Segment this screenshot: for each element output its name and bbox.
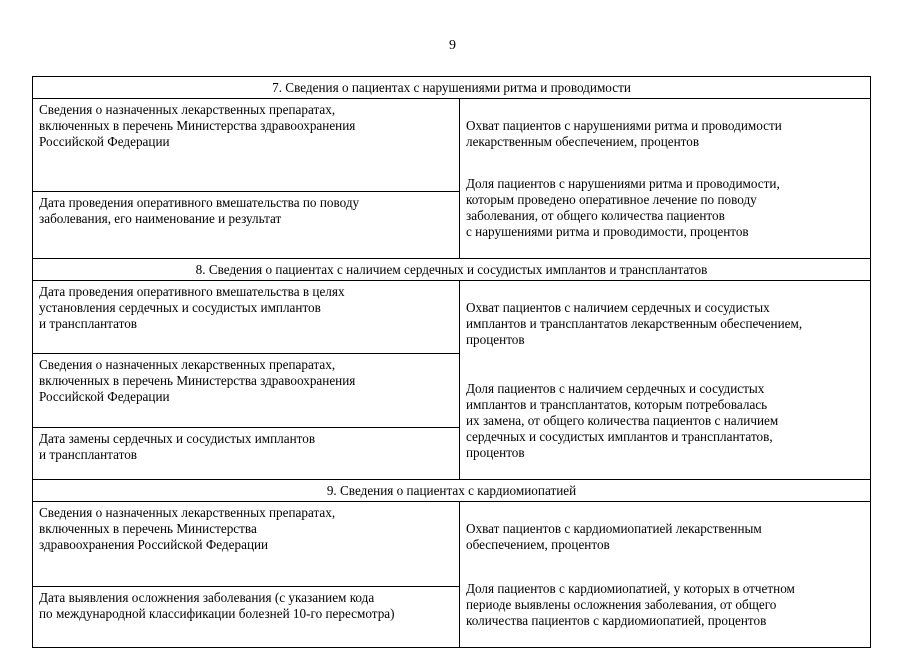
page-number: 9 (449, 38, 456, 53)
data-item-cell: Сведения о назначенных лекарственных препаратах, включенных в перечень Министерства здравоохранения Российской Федерации (33, 354, 460, 427)
indicator-text: Доля пациентов с нарушениями ритма и проводимости, которым проведено оперативное лечение по поводу заболевания, от общего количества пациентов с нарушениями ритма и проводимости, процентов (466, 176, 780, 239)
section-header-row (33, 480, 871, 502)
data-item-cell: Дата выявления осложнения заболевания (с указанием кода по международной классификации болезней 10-го пересмотра) (33, 587, 460, 648)
indicator-text: Охват пациентов с наличием сердечных и сосудистых имплантов и трансплантатов лекарственным обеспечением, процентов (466, 300, 803, 347)
indicator-text: Доля пациентов с наличием сердечных и сосудистых имплантов и трансплантатов, которым потребовалась их замена, от общего количества пациентов с наличием сердечных и сосудистых имплантов и трансплантатов, процентов (466, 381, 779, 460)
indicators-table (32, 76, 871, 648)
data-item-cell: Сведения о назначенных лекарственных препаратах, включенных в перечень Министерства здравоохранения Российской Федерации (33, 99, 460, 192)
indicator-cell (460, 281, 871, 480)
data-item-cell: Дата замены сердечных и сосудистых имплантов и трансплантатов (33, 427, 460, 479)
data-item-cell: Дата проведения оперативного вмешательства по поводу заболевания, его наименование и результат (33, 192, 460, 259)
table-row (33, 502, 871, 587)
indicator-text: Доля пациентов с кардиомиопатией, у которых в отчетном периоде выявлены осложнения заболевания, от общего количества пациентов с кардиомиопатией, процентов (466, 581, 795, 628)
data-item-cell: Сведения о назначенных лекарственных препаратах, включенных в перечень Министерства здравоохранения Российской Федерации (33, 502, 460, 587)
indicator-cell (460, 502, 871, 648)
section-title: 7. Сведения о пациентах с нарушениями ритма и проводимости (33, 77, 871, 99)
table-row (33, 281, 871, 354)
section-title: 8. Сведения о пациентах с наличием сердечных и сосудистых имплантов и трансплантатов (33, 259, 871, 281)
section-title: 9. Сведения о пациентах с кардиомиопатией (33, 480, 871, 502)
data-item-cell: Дата проведения оперативного вмешательства в целях установления сердечных и сосудистых имплантов и трансплантатов (33, 281, 460, 354)
indicator-cell (460, 99, 871, 259)
section-header-row (33, 259, 871, 281)
indicator-text: Охват пациентов с нарушениями ритма и проводимости лекарственным обеспечением, процентов (466, 118, 782, 149)
indicator-text: Охват пациентов с кардиомиопатией лекарственным обеспечением, процентов (466, 521, 762, 552)
section-header-row (33, 77, 871, 99)
table-row (33, 99, 871, 192)
